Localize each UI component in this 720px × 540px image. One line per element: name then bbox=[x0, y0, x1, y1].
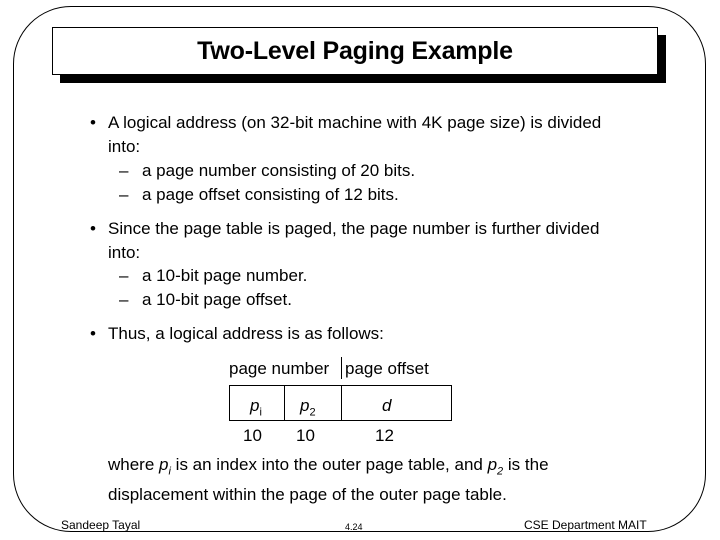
where-line2: displacement within the page of the outer page table. bbox=[108, 485, 507, 505]
symbol-subscript: 2 bbox=[309, 406, 316, 419]
field-pi-bits: 10 bbox=[243, 426, 262, 445]
footer-author: Sandeep Tayal bbox=[61, 518, 141, 532]
bullet-2-line2: into: bbox=[108, 243, 141, 262]
where-text: is the bbox=[503, 455, 549, 474]
bullet-2-subitem-1 bbox=[119, 264, 307, 288]
field-p2-bits: 10 bbox=[296, 426, 315, 445]
dash: – bbox=[119, 290, 129, 309]
where-p-letter: p bbox=[487, 455, 498, 474]
footer-page-number: 4.24 bbox=[345, 522, 363, 532]
dash: – bbox=[119, 266, 129, 285]
slide-title: Two-Level Paging Example bbox=[197, 36, 513, 65]
label-separator bbox=[341, 357, 342, 379]
where-2-sub: 2 bbox=[497, 465, 504, 478]
dash: – bbox=[119, 185, 129, 204]
where-p2 bbox=[487, 455, 504, 478]
where-text: is an index into the outer page table, and bbox=[170, 455, 488, 474]
where-text: where bbox=[108, 455, 160, 474]
subitem-text: a 10-bit page number. bbox=[142, 266, 308, 285]
bullet-2-line1: Since the page table is paged, the page number is further divided bbox=[108, 219, 600, 238]
bullet-2-dot: • bbox=[90, 219, 96, 238]
symbol-letter: p bbox=[300, 396, 310, 415]
bullet-1-dot: • bbox=[90, 113, 96, 132]
field-pi-symbol bbox=[250, 394, 262, 424]
field-divider bbox=[284, 386, 285, 420]
subitem-text: a page offset consisting of 12 bits. bbox=[142, 185, 399, 204]
subitem-text: a 10-bit page offset. bbox=[142, 290, 292, 309]
where-pi bbox=[159, 455, 171, 478]
bullet-1-subitem-2 bbox=[119, 183, 399, 207]
label-page-number: page number bbox=[229, 359, 330, 378]
bullet-3-dot: • bbox=[90, 324, 96, 343]
bullet-1-line2: into: bbox=[108, 137, 141, 156]
field-p2-symbol bbox=[300, 394, 316, 424]
bullet-3-line1: Thus, a logical address is as follows: bbox=[108, 324, 384, 343]
bullet-2-subitem-2 bbox=[119, 288, 292, 312]
where-p-letter: p bbox=[159, 455, 169, 474]
bullet-1-subitem-1 bbox=[119, 159, 415, 183]
field-divider bbox=[341, 386, 342, 420]
symbol-letter: d bbox=[382, 396, 392, 415]
footer-department: CSE Department MAIT bbox=[524, 518, 647, 532]
symbol-letter: p bbox=[250, 396, 260, 415]
title-box bbox=[52, 27, 658, 75]
subitem-text: a page number consisting of 20 bits. bbox=[142, 161, 416, 180]
dash: – bbox=[119, 161, 129, 180]
bullet-1-line1: A logical address (on 32-bit machine with 4K page size) is divided bbox=[108, 113, 602, 132]
field-d-bits: 12 bbox=[375, 426, 394, 445]
field-d-symbol bbox=[382, 394, 391, 418]
address-box bbox=[229, 385, 452, 421]
where-i-sub: i bbox=[168, 465, 171, 478]
where-explanation bbox=[108, 453, 628, 506]
symbol-subscript: i bbox=[259, 406, 262, 419]
label-page-offset: page offset bbox=[345, 359, 429, 378]
